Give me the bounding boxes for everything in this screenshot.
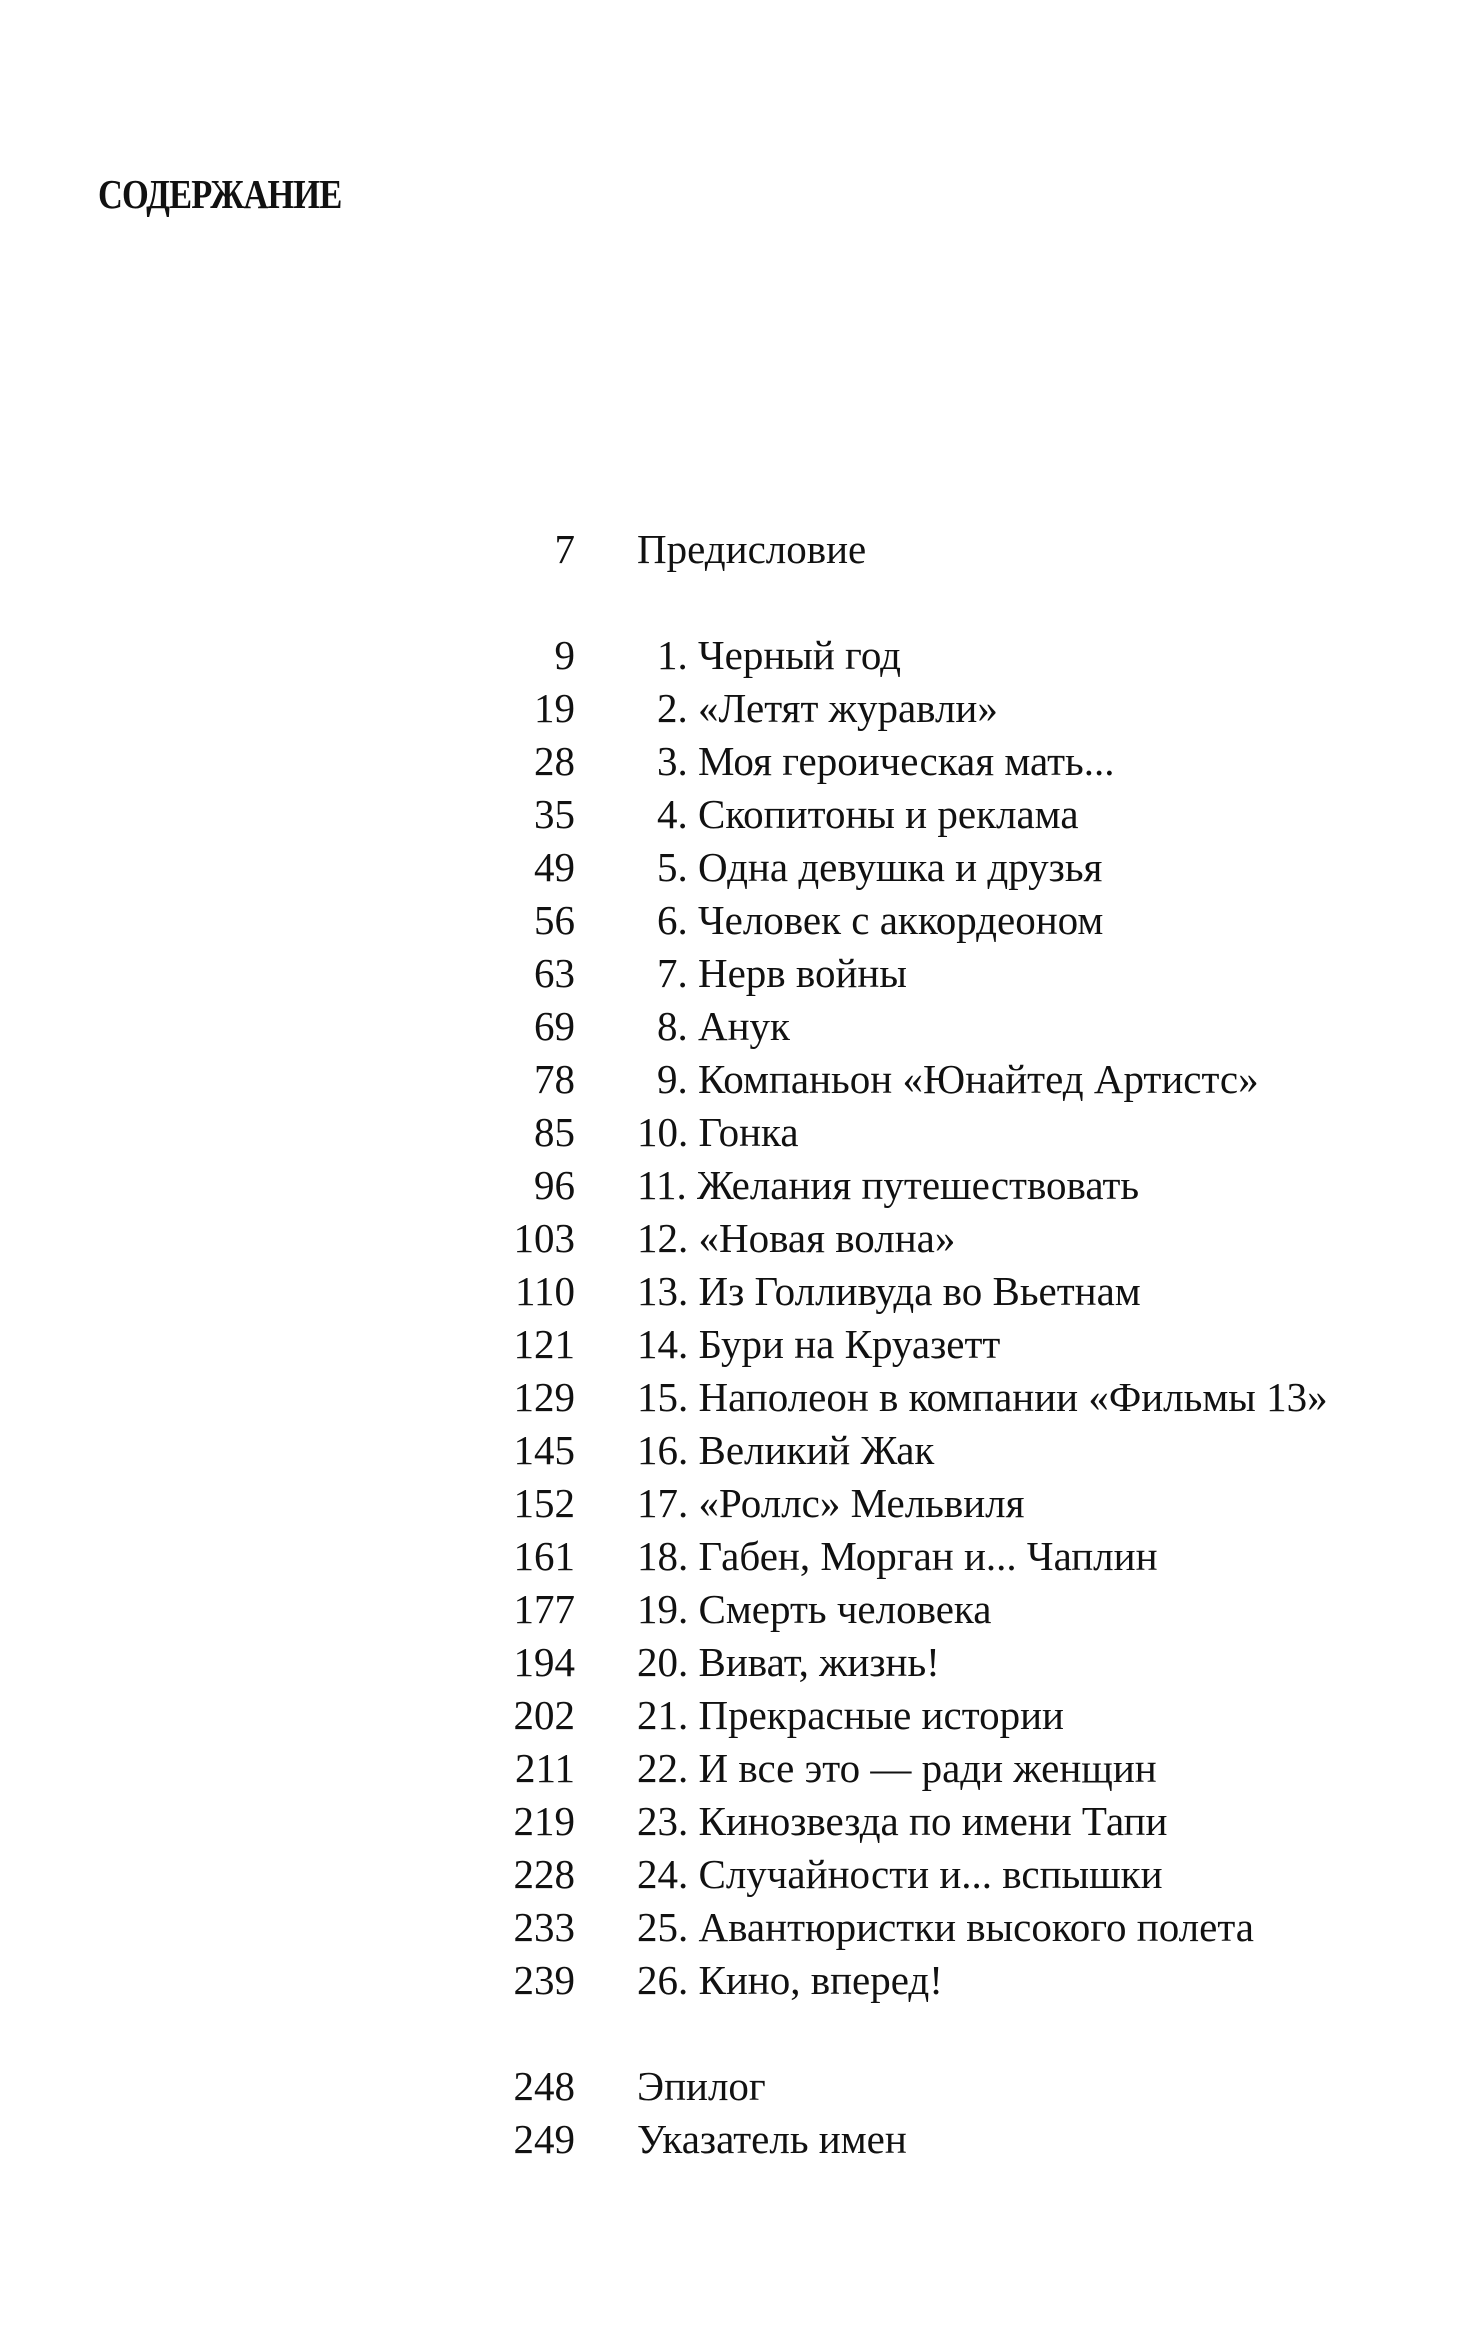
toc-entry-title: 24. Случайности и... вспышки xyxy=(637,1851,1163,1897)
toc-entry-epilogue xyxy=(0,2060,1482,2113)
toc-page-number: 9 xyxy=(554,632,575,678)
toc-page-number: 96 xyxy=(534,1162,575,1208)
toc-entry-title: 13. Из Голливуда во Вьетнам xyxy=(637,1268,1141,1314)
toc-page-number: 28 xyxy=(534,738,575,784)
toc-entry xyxy=(0,947,1482,1000)
toc-page-number: 202 xyxy=(513,1692,575,1738)
toc-entry xyxy=(0,629,1482,682)
toc-entry xyxy=(0,1000,1482,1053)
toc-entry-title: Эпилог xyxy=(637,2063,766,2109)
toc-entry xyxy=(0,788,1482,841)
toc-page-number: 56 xyxy=(534,897,575,943)
toc-entry xyxy=(0,1795,1482,1848)
toc-entry-title: 23. Кинозвезда по имени Тапи xyxy=(637,1798,1168,1844)
toc-entry xyxy=(0,1318,1482,1371)
toc-entry-preface xyxy=(0,523,1482,576)
toc-page-number: 239 xyxy=(513,1957,575,2003)
toc-entry-title: 1. Черный год xyxy=(657,632,901,678)
toc-entry-title: 4. Скопитоны и реклама xyxy=(657,791,1079,837)
toc-page-number: 248 xyxy=(513,2063,575,2109)
toc-entry xyxy=(0,1212,1482,1265)
toc-page-number: 211 xyxy=(515,1745,575,1791)
toc-entry-title: 17. «Роллс» Мельвиля xyxy=(637,1480,1025,1526)
toc-entry xyxy=(0,1848,1482,1901)
toc-page-number: 103 xyxy=(513,1215,575,1261)
toc-entry xyxy=(0,1901,1482,1954)
toc-entry-title: 11. Желания путешествовать xyxy=(637,1162,1140,1208)
toc-page-number: 49 xyxy=(534,844,575,890)
toc-entry xyxy=(0,1583,1482,1636)
toc-entry-title: 19. Смерть человека xyxy=(637,1586,992,1632)
toc-entry xyxy=(0,1954,1482,2007)
toc-entry-title: 8. Анук xyxy=(657,1003,790,1049)
toc-entry-title: 3. Моя героическая мать... xyxy=(657,738,1115,784)
toc-entry xyxy=(0,1053,1482,1106)
toc-entry-title: Указатель имен xyxy=(637,2116,907,2162)
toc-page-number: 129 xyxy=(513,1374,575,1420)
toc-page-number: 177 xyxy=(513,1586,575,1632)
toc-page-number: 145 xyxy=(513,1427,575,1473)
toc-entry xyxy=(0,1742,1482,1795)
toc-entry xyxy=(0,735,1482,788)
toc-page-number: 35 xyxy=(534,791,575,837)
toc-page-number: 233 xyxy=(513,1904,575,1950)
toc-entry-title: 6. Человек с аккордеоном xyxy=(657,897,1104,943)
toc-page-number: 85 xyxy=(534,1109,575,1155)
toc-entry-title: 26. Кино, вперед! xyxy=(637,1957,943,2003)
toc-entry-title: 2. «Летят журавли» xyxy=(657,685,998,731)
toc-page-number: 110 xyxy=(515,1268,575,1314)
toc-entry xyxy=(0,1424,1482,1477)
toc-entry-title: 18. Габен, Морган и... Чаплин xyxy=(637,1533,1158,1579)
toc-entry xyxy=(0,1265,1482,1318)
toc-entry xyxy=(0,1106,1482,1159)
toc-entry xyxy=(0,1477,1482,1530)
toc-entry xyxy=(0,682,1482,735)
toc-entry-title: 15. Наполеон в компании «Фильмы 13» xyxy=(637,1374,1328,1420)
toc-entry-title: 12. «Новая волна» xyxy=(637,1215,956,1261)
toc-entry-title: 21. Прекрасные истории xyxy=(637,1692,1064,1738)
toc-page-number: 121 xyxy=(513,1321,575,1367)
toc-entry-title: 16. Великий Жак xyxy=(637,1427,935,1473)
toc-page-number: 152 xyxy=(513,1480,575,1526)
toc-page-number: 249 xyxy=(513,2116,575,2162)
toc-entry-title: 7. Нерв войны xyxy=(657,950,907,996)
toc-page-number: 219 xyxy=(513,1798,575,1844)
toc-entry-title: 22. И все это — ради женщин xyxy=(637,1745,1157,1791)
toc-page-number: 228 xyxy=(513,1851,575,1897)
toc-entry-title: Предисловие xyxy=(637,526,867,572)
toc-entry-title: 9. Компаньон «Юнайтед Артистс» xyxy=(657,1056,1259,1102)
toc-entry xyxy=(0,1371,1482,1424)
toc-page-number: 63 xyxy=(534,950,575,996)
toc-entry-index xyxy=(0,2113,1482,2166)
toc-entry-title: 25. Авантюристки высокого полета xyxy=(637,1904,1254,1950)
toc-entry xyxy=(0,1689,1482,1742)
page-title: СОДЕРЖАНИЕ xyxy=(98,171,342,217)
toc-entry xyxy=(0,1159,1482,1212)
toc-entry-title: 20. Виват, жизнь! xyxy=(637,1639,940,1685)
toc-entry xyxy=(0,894,1482,947)
toc-page-number: 69 xyxy=(534,1003,575,1049)
toc-entry xyxy=(0,841,1482,894)
toc-page-number: 194 xyxy=(513,1639,575,1685)
toc-page-number: 19 xyxy=(534,685,575,731)
toc-page-number: 78 xyxy=(534,1056,575,1102)
toc-entry xyxy=(0,1636,1482,1689)
toc-entry-title: 14. Бури на Круазетт xyxy=(637,1321,1001,1367)
toc-entry xyxy=(0,1530,1482,1583)
toc-page-number: 161 xyxy=(513,1533,575,1579)
toc-page-number: 7 xyxy=(554,526,575,572)
toc-entry-title: 5. Одна девушка и друзья xyxy=(657,844,1103,890)
toc-entry-title: 10. Гонка xyxy=(637,1109,799,1155)
